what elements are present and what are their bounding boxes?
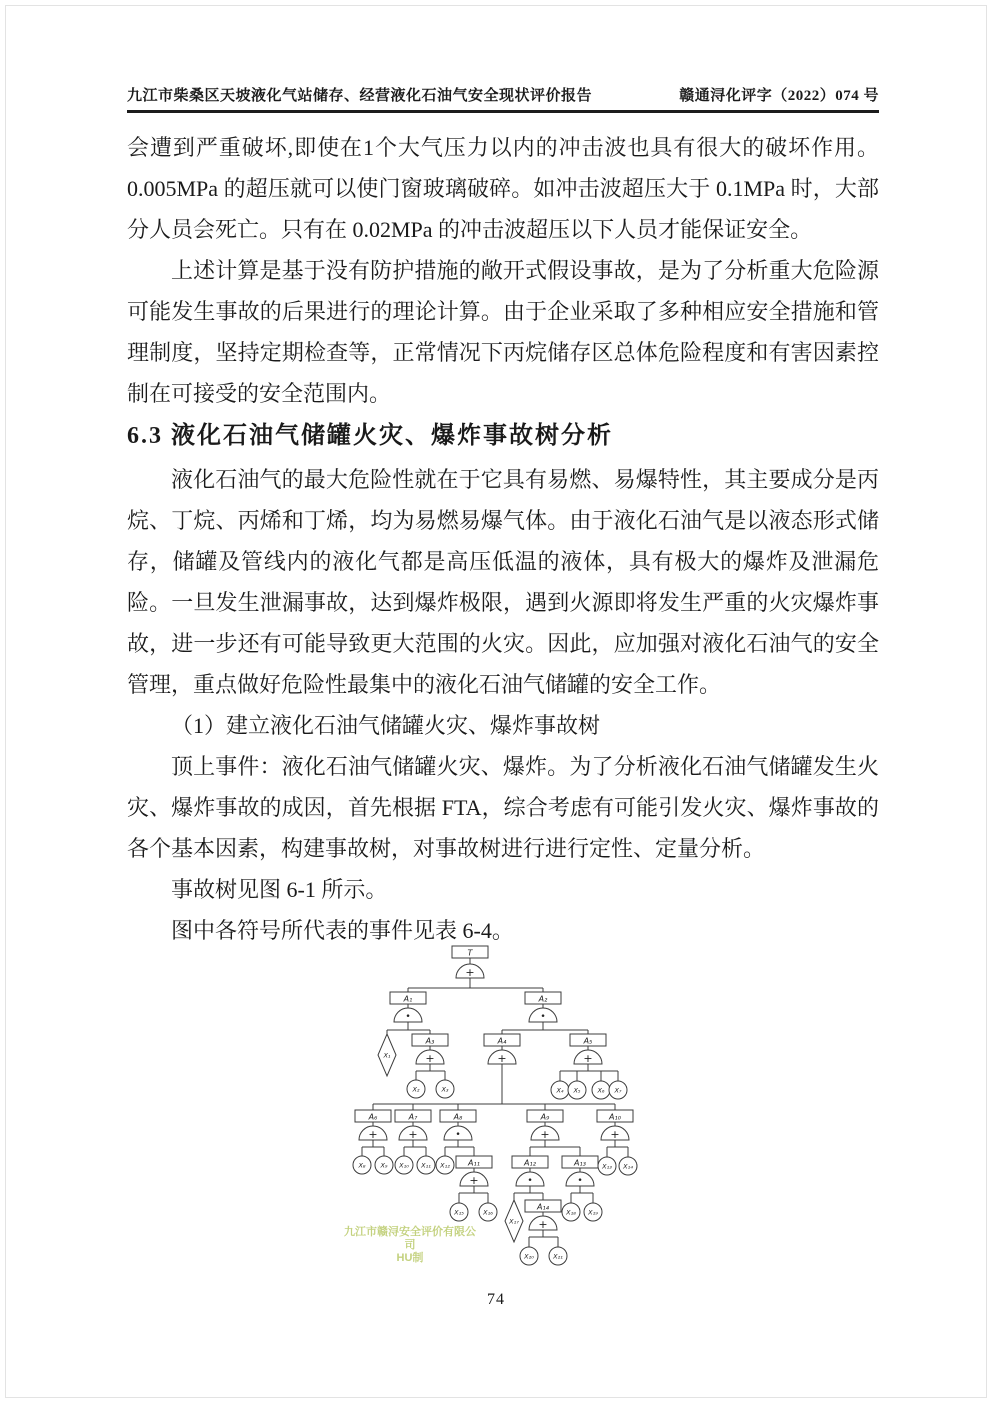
ft-label-A10: A₁₀ [609, 1112, 621, 1122]
ft-label-X17: X₁₇ [509, 1217, 519, 1226]
ft-node-A12 [512, 1156, 548, 1168]
ft-gate-or-A7 [399, 1126, 427, 1141]
ft-gate-or-A3 [416, 1050, 444, 1065]
ft-label-A5: A₅ [583, 1036, 593, 1046]
ft-label-X19: X₁₉ [588, 1208, 598, 1217]
paragraph-blast-damage: 会遭到严重破坏,即使在1个大气压力以内的冲击波也具有很大的破坏作用。0.005MPa 的超压就可以使门窗玻璃破碎。如冲击波超压大于 0.1MPa 时，大部分人员会死亡。只有在 0.02MPa 的冲击波超压以下人员才能保证安全。 [127, 135, 879, 242]
ft-label-A11: A₁₁ [468, 1158, 480, 1168]
ft-label-X21: X₂₁ [553, 1252, 563, 1261]
ft-node-X12 [436, 1156, 454, 1174]
ft-label-A7: A₇ [408, 1112, 418, 1122]
watermark-maker: HU制 [396, 1252, 424, 1264]
ft-label-A8: A₈ [453, 1112, 463, 1122]
ft-node-A1 [390, 992, 426, 1004]
ft-node-X9 [375, 1156, 393, 1174]
ft-node-X1 [378, 1034, 396, 1076]
or-gate-symbol: + [610, 1128, 620, 1141]
ft-label-A9: A₉ [540, 1112, 550, 1122]
ft-gate-and-A2 [529, 1008, 557, 1022]
fault-tree-event-boxes [355, 946, 633, 1212]
ft-label-A12: A₁₂ [524, 1158, 536, 1168]
ft-node-X17 [505, 1200, 523, 1242]
ft-label-X2: X₂ [412, 1085, 420, 1094]
or-gate-symbol: + [469, 1174, 479, 1187]
ft-gate-or-A10 [601, 1126, 629, 1141]
ft-node-A9 [527, 1110, 563, 1122]
ft-node-X4 [551, 1081, 569, 1099]
ft-node-T [452, 946, 488, 958]
or-gate-symbol: + [425, 1052, 435, 1065]
ft-label-X20: X₂₀ [524, 1252, 534, 1261]
header-doc-number: 赣通浔化评字（2022）074 号 [679, 88, 879, 104]
and-gate-symbol: • [577, 1176, 583, 1186]
ft-node-A5 [570, 1034, 606, 1046]
ft-label-T: T [467, 948, 473, 958]
ft-label-X1: X₁ [383, 1051, 391, 1060]
ft-label-A3: A₃ [425, 1036, 435, 1046]
ft-node-A4 [484, 1034, 520, 1046]
ft-node-X2 [407, 1080, 425, 1098]
ft-node-X5 [568, 1081, 586, 1099]
ft-gate-or-A5 [574, 1050, 602, 1065]
ft-node-A13 [562, 1156, 598, 1168]
ft-label-X5: X₅ [573, 1086, 581, 1095]
ft-node-X10 [395, 1156, 413, 1174]
ft-label-A13: A₁₃ [574, 1158, 586, 1168]
ft-label-X13: X₁₃ [602, 1162, 612, 1171]
ft-node-X15 [450, 1203, 468, 1221]
ft-node-X14 [619, 1157, 637, 1175]
ft-label-X10: X₁₀ [399, 1161, 409, 1170]
and-gate-symbol: • [455, 1130, 461, 1140]
ft-node-X19 [584, 1203, 602, 1221]
ft-label-X3: X₃ [441, 1085, 449, 1094]
ft-gate-and-A8 [444, 1126, 472, 1140]
ft-node-X3 [436, 1080, 454, 1098]
ft-gate-and-A1 [394, 1008, 422, 1022]
header-rule [127, 110, 879, 113]
ft-label-X14: X₁₄ [623, 1162, 633, 1171]
ft-gate-or-A14 [529, 1216, 557, 1231]
section-heading-6-3: 6.3 液化石油气储罐火灾、爆炸事故树分析 [127, 423, 613, 449]
ft-node-X11 [417, 1156, 435, 1174]
or-gate-symbol: + [368, 1128, 378, 1141]
ft-label-A6: A₆ [368, 1112, 378, 1122]
ft-label-X16: X₁₆ [483, 1208, 493, 1217]
ft-label-X8: X₈ [358, 1161, 366, 1170]
ft-label-X9: X₉ [380, 1161, 388, 1170]
body-text [127, 127, 879, 951]
or-gate-symbol: + [583, 1052, 593, 1065]
ft-label-X12: X₁₂ [440, 1161, 450, 1170]
ft-node-A7 [395, 1110, 431, 1122]
ft-gate-and-A12 [516, 1172, 544, 1186]
ft-node-A6 [355, 1110, 391, 1122]
company-watermark [340, 1226, 480, 1265]
ft-label-X11: X₁₁ [421, 1161, 431, 1170]
or-gate-symbol: + [465, 966, 475, 979]
ft-gate-or-A6 [359, 1126, 387, 1141]
ft-label-X4: X₄ [556, 1086, 564, 1095]
ft-label-X18: X₁₈ [566, 1208, 576, 1217]
ft-node-A8 [440, 1110, 476, 1122]
ft-node-X20 [520, 1247, 538, 1265]
page-header [127, 84, 879, 105]
ft-node-X18 [562, 1203, 580, 1221]
ft-label-A4: A₄ [497, 1036, 507, 1046]
ft-gate-or-A9 [531, 1126, 559, 1141]
ft-label-X7: X₇ [614, 1086, 622, 1095]
ft-node-X13 [598, 1157, 616, 1175]
ft-node-X21 [549, 1247, 567, 1265]
ft-label-A14: A₁₄ [537, 1202, 549, 1212]
or-gate-symbol: + [497, 1052, 507, 1065]
ft-gate-or-T [456, 964, 484, 979]
or-gate-symbol: + [408, 1128, 418, 1141]
ft-gate-and-A13 [566, 1172, 594, 1186]
and-gate-symbol: • [527, 1176, 533, 1186]
paragraph-top-event: 顶上事件：液化石油气储罐火灾、爆炸。为了分析液化石油气储罐发生火灾、爆炸事故的成因，首先根据 FTA，综合考虑有可能引发火灾、爆炸事故的各个基本因素，构建事故树，对事故树进行进行定性、定量分析。 [127, 754, 879, 861]
header-report-title: 九江市柴桑区天坡液化气站储存、经营液化石油气安全现状评价报告 [127, 88, 593, 104]
and-gate-symbol: • [405, 1012, 411, 1022]
ft-node-A11 [456, 1156, 492, 1168]
paragraph-table-ref: 图中各符号所代表的事件见表 6-4。 [171, 918, 514, 943]
ft-gate-or-A4 [488, 1050, 516, 1065]
ft-node-X7 [609, 1081, 627, 1099]
ft-node-A10 [597, 1110, 633, 1122]
ft-node-A2 [525, 992, 561, 1004]
paragraph-figure-ref: 事故树见图 6-1 所示。 [171, 877, 388, 902]
ft-label-A2: A₂ [538, 994, 548, 1004]
ft-node-X8 [353, 1156, 371, 1174]
and-gate-symbol: • [540, 1012, 546, 1022]
or-gate-symbol: + [540, 1128, 550, 1141]
ft-label-X6: X₆ [597, 1086, 605, 1095]
watermark-company-name: 九江市赣浔安全评价有限公司 [344, 1226, 476, 1251]
ft-node-X16 [479, 1203, 497, 1221]
paragraph-build-tree: （1）建立液化石油气储罐火灾、爆炸事故树 [171, 713, 601, 738]
ft-gate-or-A11 [460, 1172, 488, 1187]
ft-label-A1: A₁ [403, 994, 413, 1004]
page-number: 74 [487, 1291, 505, 1308]
ft-node-A14 [525, 1200, 561, 1212]
ft-node-A3 [412, 1034, 448, 1046]
ft-node-X6 [592, 1081, 610, 1099]
paragraph-calc-assumption: 上述计算是基于没有防护措施的敞开式假设事故，是为了分析重大危险源可能发生事故的后果进行的理论计算。由于企业采取了多种相应安全措施和管理制度，坚持定期检查等，正常情况下丙烷储存区总体危险程度和有害因素控制在可接受的安全范围内。 [127, 258, 879, 406]
paragraph-lpg-hazard: 液化石油气的最大危险性就在于它具有易燃、易爆特性，其主要成分是丙烷、丁烷、丙烯和丁烯，均为易燃易爆气体。由于液化石油气是以液态形式储存，储罐及管线内的液化气都是高压低温的液体，具有极大的爆炸及泄漏危险。一旦发生泄漏事故，达到爆炸极限，遇到火源即将发生严重的火灾爆炸事故，进一步还有可能导致更大范围的火灾。因此，应加强对液化石油气的安全管理，重点做好危险性最集中的液化石油气储罐的安全工作。 [127, 467, 879, 697]
ft-label-X15: X₁₅ [454, 1208, 464, 1217]
or-gate-symbol: + [538, 1218, 548, 1231]
